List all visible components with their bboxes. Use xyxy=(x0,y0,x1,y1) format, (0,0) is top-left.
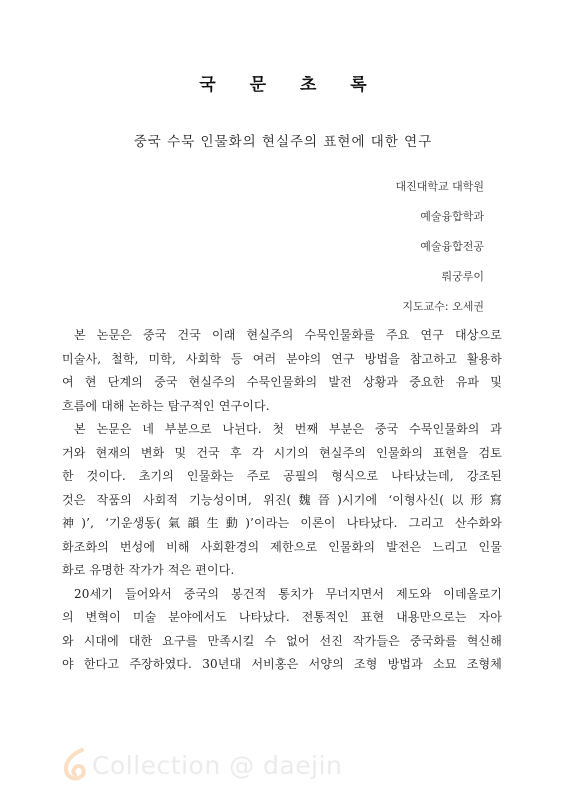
dcollection-logo-icon xyxy=(62,748,88,782)
watermark-text: Collection @ daejin xyxy=(92,750,343,780)
university-name: 대진대학교 대학원 xyxy=(395,180,484,193)
abstract-line: 본 논문은 중국 건국 이래 현실주의 수묵인물화를 주요 연구 대상으로 xyxy=(74,328,502,342)
major-name: 예술융합전공 xyxy=(420,240,484,253)
abstract-line: 흐름에 대해 논하는 탐구적인 연구이다. xyxy=(62,398,270,413)
abstract-line: 화조화의 번성에 비해 사회환경의 제한으로 인물화의 발전은 느리고 인물 xyxy=(62,539,502,554)
abstract-line: 거와 현재의 변화 및 건국 후 각 시기의 현실주의 인물화의 표현을 검토 xyxy=(62,445,502,460)
abstract-line: 와 시대에 대한 요구를 만족시킬 수 없어 선진 작가들은 중국화를 혁신해 xyxy=(62,633,502,648)
advisor-name: 지도교수: 오세권 xyxy=(402,300,484,313)
page-title: 국 문 초 록 xyxy=(199,75,381,95)
abstract-line: 본 논문은 네 부분으로 나뉜다. 첫 번째 부분은 중국 수묵인물화의 과 xyxy=(74,422,502,436)
dcollection-watermark xyxy=(62,745,342,785)
abstract-line: 한 것이다. 초기의 인물화는 주로 공필의 형식으로 나타났는데, 강조된 xyxy=(62,469,502,483)
abstract-line: 神)’, ‘기운생동(氣韻生動)’이라는 이론이 나타났다. 그리고 산수화와 xyxy=(62,516,502,530)
department-name: 예술융합학과 xyxy=(420,210,484,223)
abstract-line: 것은 작품의 사회적 기능성이며, 위진(魏晉)시기에 ‘이형사신(以形寫 xyxy=(62,492,502,507)
paper-title: 중국 수묵 인물화의 현실주의 표현에 대한 연구 xyxy=(133,134,433,150)
author-info-block xyxy=(284,172,484,322)
abstract-line: 의 변혁이 미술 분야에서도 나타났다. 전통적인 표현 내용만으로는 자아 xyxy=(62,610,502,624)
abstract-line: 여 현 단계의 중국 현실주의 수묵인물화의 발전 상황과 중요한 유파 및 xyxy=(62,375,502,389)
abstract-line: 20세기 들어와서 중국의 봉건적 통치가 무너지면서 제도와 이데올로기 xyxy=(74,586,502,601)
abstract-body xyxy=(62,326,502,679)
author-name: 뤄궁루이 xyxy=(441,270,484,283)
abstract-line: 미술사, 철학, 미학, 사회학 등 여러 분야의 연구 방법을 참고하고 활용하 xyxy=(62,351,502,366)
abstract-line: 야 한다고 주장하였다. 30년대 서비홍은 서양의 조형 방법과 소묘 조형체 xyxy=(62,657,502,671)
abstract-line: 화로 유명한 작가가 적은 편이다. xyxy=(62,563,235,577)
